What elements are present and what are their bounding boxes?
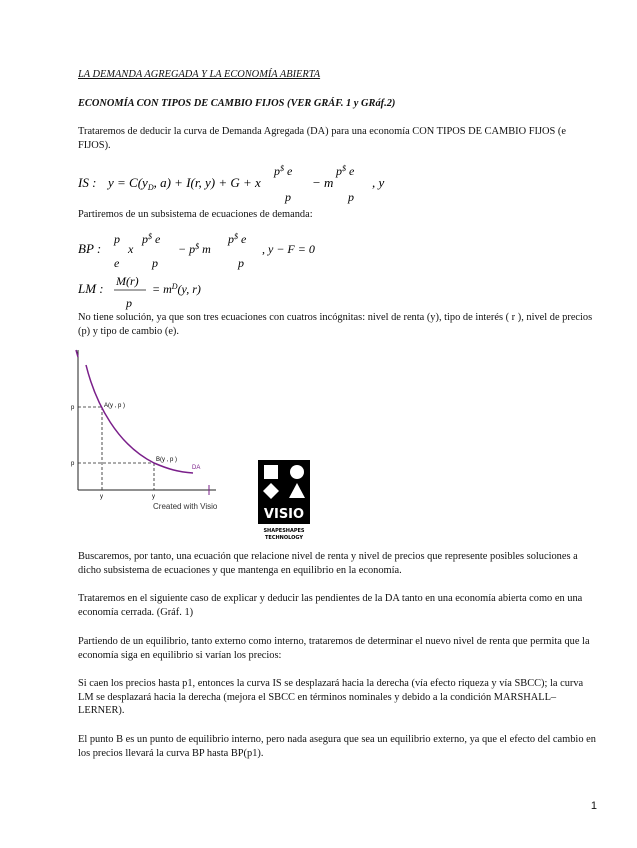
paragraph-intro: Trataremos de deducir la curva de Demanda Agregada (DA) para una economía CON TIPOS DE CAMBIO FIJOS (e FIJOS). [78,126,566,151]
is-num1: p$ e [274,164,293,178]
is-tail: , y [372,175,385,190]
lm-label: LM : [78,281,104,296]
bp-x: x [128,242,134,256]
paragraph-no-solution: No tiene solución, ya que son tres ecuaciones con cuatros incógnitas: nivel de renta (y), tipo de interés ( r ), nivel de precios (p) y tipo de cambio (e). [78,312,593,337]
equation-lm [78,273,298,316]
paragraph-price-fall: Si caen los precios hasta p1, entonces la curva IS se desplazará hacia la derecha (vía efecto riqueza y vía SBCC); la curva LM se desplazará hacia la derecha (mejora el SBCC en términos nominales y debido a la condición MARSHALL–LERNER). [78,678,584,716]
is-den1: p [285,190,291,204]
y1-label: y [152,494,155,500]
point-b-label: B(y , p ) [156,457,178,463]
equation-lm-svg [78,273,298,313]
bp-den2: p [238,256,244,270]
bp-den1: p [152,256,158,270]
bp-tail: , y − F = 0 [262,242,315,256]
curve-label: DA [192,465,201,471]
paragraph-slopes: Trataremos en el siguiente caso de explicar y deducir las pendientes de la DA tanto en una economía abierta como en una economía cerrada. (Gráf. 1) [78,593,583,618]
logo-circle [290,465,304,479]
is-den2: p [348,190,354,204]
logo-tagline-2: TECHNOLOGY [265,535,303,541]
equation-bp-svg [78,231,338,275]
bp-label: BP : [78,241,102,256]
point-a-label: A(y , p ) [104,403,126,409]
paragraph-equilibrium: Partiendo de un equilibrio, tanto externo como interno, trataremos de determinar el nuevo nivel de renta que permita que la economía siga en equilibrio si varían los precios: [78,636,590,661]
bp-e: e [114,256,120,270]
lm-den: p [126,296,132,310]
visio-logo [258,460,310,542]
y0-label: y [100,494,103,500]
bp-num2: p$ e [228,232,247,246]
logo-brand: VISIO [263,507,305,522]
logo-tagline-1: SHAPESHAPES [263,528,305,534]
bp-p: p [114,232,120,246]
paragraph-search: Buscaremos, por tanto, una ecuación que relacione nivel de renta y nivel de precios que represente posibles soluciones a dicho subsistema de ecuaciones y que mantenga en equilibrio en la economía. [78,551,578,576]
equation-is [78,163,408,210]
is-expression: $y = C(y_D$, a) + I(r, y) + G + x [108,175,261,192]
bp-mid: − p$ m [178,242,211,256]
lm-num: M(r) [116,274,139,288]
title-rest: DEMANDA AGREGADA Y LA ECONOMÍA ABIERTA [89,69,321,80]
is-minus-m: − m [312,175,334,190]
document-title [78,68,320,82]
equation-is-svg [78,163,408,207]
section-subtitle: ECONOMÍA CON TIPOS DE CAMBIO FIJOS (VER GRÁF. 1 y GRáf.2) [78,98,396,109]
logo-square [264,465,278,479]
p0-label: p [71,405,75,411]
lm-rhs: = $m^D(y$, r) [152,282,201,296]
visio-watermark: Created with Visio [153,502,218,511]
paragraph-point-b: El punto B es un punto de equilibrio interno, pero nada asegura que sea un equilibrio externo, ya que el efecto del cambio en los precios llevará la curva BP hasta BP(p1). [78,734,596,759]
bp-num1: p$ e [142,232,161,246]
paragraph-subsystem: Partiremos de un subsistema de ecuaciones de demanda: [78,209,313,220]
page-number: 1 [590,800,597,812]
p1-label: p [71,461,75,467]
is-num2: p$ e [336,164,355,178]
equation-bp [78,231,338,278]
title-prefix: LA [78,69,90,80]
da-graph [68,345,218,515]
is-label: IS : [78,175,97,190]
